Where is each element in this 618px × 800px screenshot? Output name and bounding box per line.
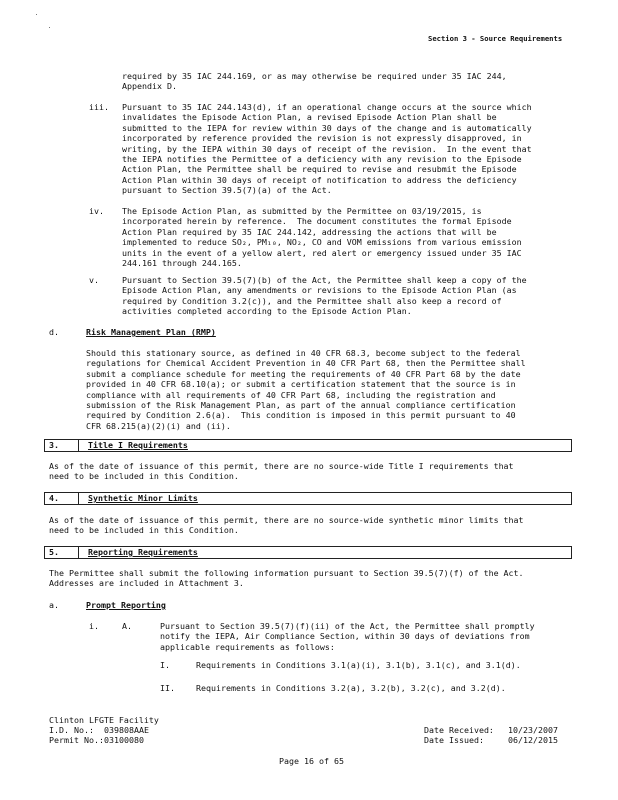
footer-permit-value: 03100080 — [104, 735, 144, 745]
section-box-synthetic-minor — [44, 492, 572, 505]
prompt-sub-A-marker: A. — [122, 621, 132, 631]
prompt-subitem-text: Requirements in Conditions 3.2(a), 3.2(b), 3.2(c), and 3.2(d). — [196, 683, 506, 693]
prompt-subitem-marker: I. — [160, 660, 170, 670]
footer-id-value: 039808AAE — [104, 725, 149, 735]
prompt-subitem-marker: II. — [160, 683, 175, 693]
section-number: 5. — [49, 547, 59, 557]
box-divider — [78, 493, 79, 504]
item-text-iv: The Episode Action Plan, as submitted by the Permittee on 03/19/2015, is incorporated herein by reference. The document constitutes the formal Episode Action Plan required by 35 IAC 244.142, addressing the actions that will be implemented to reduce SO₂, PM₁₀, NO₂, CO and VOM emissions from various emission units in the event of a yellow alert, red alert or emergency issued under 35 IAC 244.161 through 244.165. — [122, 206, 522, 269]
item-marker-iii: iii. — [89, 102, 109, 112]
section-title: Synthetic Minor Limits — [88, 493, 198, 503]
section-header: Section 3 - Source Requirements — [428, 34, 563, 43]
section-title: Title I Requirements — [88, 440, 188, 450]
footer-issued-value: 06/12/2015 — [508, 735, 558, 745]
scan-speck — [49, 27, 50, 28]
section-number: 4. — [49, 493, 59, 503]
section-text: As of the date of issuance of this permit, there are no source-wide Title I requirements that need to be included in this Condition. — [49, 461, 514, 482]
page-number: Page 16 of 65 — [279, 756, 344, 766]
prompt-sub-A-text: Pursuant to Section 39.5(7)(f)(ii) of the Act, the Permittee shall promptly notify the IEPA, Air Compliance Section, within 30 days of deviations from applicable requirements as follows: — [160, 621, 535, 652]
section-box-title-i — [44, 439, 572, 452]
footer-issued-label: Date Issued: — [424, 735, 484, 745]
item-marker-iv: iv. — [89, 206, 104, 216]
footer-permit-label: Permit No.: — [49, 735, 104, 745]
rmp-title: Risk Management Plan (RMP) — [86, 327, 216, 337]
section-text: As of the date of issuance of this permit, there are no source-wide synthetic minor limits that need to be included in this Condition. — [49, 515, 524, 536]
item-text-iii: Pursuant to 35 IAC 244.143(d), if an operational change occurs at the source which invalidates the Episode Action Plan, a revised Episode Action Plan shall be submitted to the IEPA for review within 30 days of the change and is automatically incorporated by reference provided the revision is not expressly disapproved, in writing, by the IEPA within 30 days of receipt of the revision. In the event that the IEPA notifies the Permittee of a deficiency with any revision to the Episode Action Plan, the Permittee shall be required to revise and resubmit the Episode Action Plan within 30 days of receipt of notification to address the deficiency pursuant to Section 39.5(7)(a) of the Act. — [122, 102, 532, 196]
prompt-sub-i-marker: i. — [89, 621, 99, 631]
box-divider — [78, 440, 79, 451]
scan-speck — [36, 14, 37, 15]
item-text-v: Pursuant to Section 39.5(7)(b) of the Act, the Permittee shall keep a copy of the Episode Action Plan, any amendments or revisions to the Episode Action Plan (as required by Condition 3.2(c)), and the Permittee shall also keep a record of activities completed according to the Episode Action Plan. — [122, 275, 527, 317]
footer-facility: Clinton LFGTE Facility — [49, 715, 159, 725]
footer-received-value: 10/23/2007 — [508, 725, 558, 735]
prompt-subitem-text: Requirements in Conditions 3.1(a)(i), 3.1(b), 3.1(c), and 3.1(d). — [196, 660, 521, 670]
footer-id-label: I.D. No.: — [49, 725, 94, 735]
section-number: 3. — [49, 440, 59, 450]
footer-received-label: Date Received: — [424, 725, 494, 735]
prompt-title: Prompt Reporting — [86, 600, 166, 610]
section-box-reporting — [44, 546, 572, 559]
item-marker-v: v. — [89, 275, 99, 285]
box-divider — [78, 547, 79, 558]
section-title: Reporting Requirements — [88, 547, 198, 557]
intro-continuation: required by 35 IAC 244.169, or as may otherwise be required under 35 IAC 244, Appendix D. — [122, 71, 507, 92]
rmp-text: Should this stationary source, as defined in 40 CFR 68.3, become subject to the federal regulations for Chemical Accident Prevention in 40 CFR Part 68, then the Permittee shall submit a compliance schedule for meeting the requirements of 40 CFR Part 68 by the date provided in 40 CFR 68.10(a); or submit a certification statement that the source is in compliance with all requirements of 40 CFR Part 68, including the registration and submission of the Risk Management Plan, as part of the annual compliance certification required by Condition 2.6(a). This condition is imposed in this permit pursuant to 40 CFR 68.215(a)(2)(i) and (ii). — [86, 348, 526, 431]
rmp-marker: d. — [49, 327, 59, 337]
section-text: The Permittee shall submit the following information pursuant to Section 39.5(7)(f) of the Act. Addresses are included in Attachment 3. — [49, 568, 524, 589]
prompt-marker: a. — [49, 600, 59, 610]
